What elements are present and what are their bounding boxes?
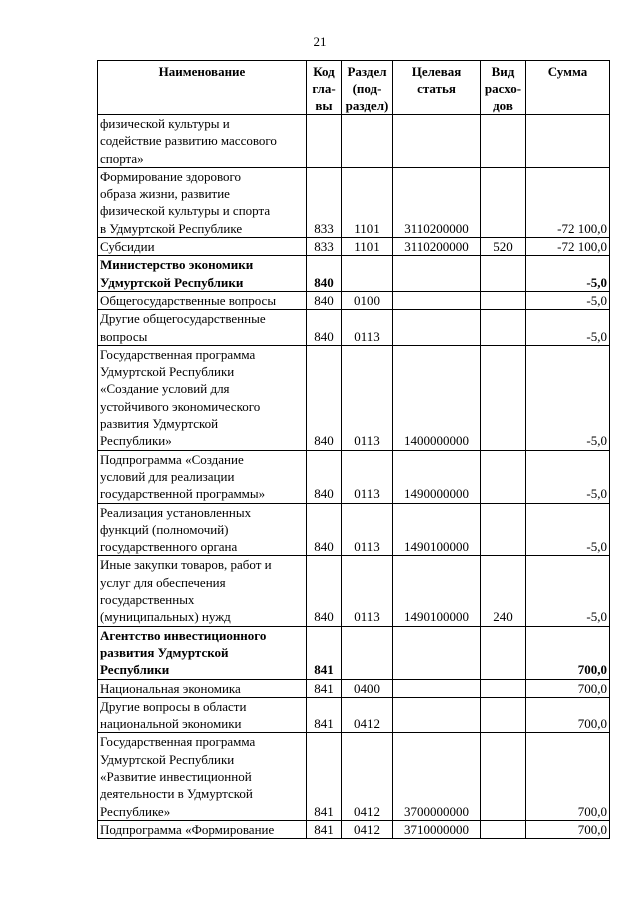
cell-expense-kind: [481, 345, 526, 450]
cell-name-line: «Развитие инвестиционной: [100, 768, 252, 784]
cell-section: [342, 115, 393, 168]
cell-section: 0113: [342, 556, 393, 626]
cell-name-line: Удмуртской Республики: [100, 274, 244, 290]
cell-name-line: содействие развитию массового: [100, 133, 277, 149]
cell-name-line: Агентство инвестиционного: [100, 627, 267, 643]
cell-sum: -5,0: [526, 345, 610, 450]
cell-expense-kind: [481, 626, 526, 679]
cell-sum: -5,0: [526, 256, 610, 292]
table-row: [98, 238, 610, 256]
cell-name: [98, 238, 307, 256]
cell-name-line: национальной экономики: [100, 716, 242, 732]
cell-name: [98, 291, 307, 309]
header-chapter-line: вы: [315, 98, 333, 113]
cell-name-line: спорта»: [100, 150, 144, 166]
cell-section: 0100: [342, 291, 393, 309]
cell-target-article: [393, 115, 481, 168]
cell-name-line: государственной программы»: [100, 486, 266, 502]
cell-name-line: Подпрограмма «Формирование: [100, 821, 275, 837]
cell-name-line: Общегосударственные вопросы: [100, 292, 277, 308]
cell-name: [98, 679, 307, 697]
cell-sum: -72 100,0: [526, 167, 610, 237]
cell-sum: -5,0: [526, 556, 610, 626]
cell-name-line: Реализация установленных: [100, 504, 252, 520]
header-section-line: Раздел: [347, 64, 387, 79]
cell-name-line: Республики»: [100, 433, 172, 449]
header-target-line: Целевая: [411, 64, 462, 79]
cell-section: 1101: [342, 238, 393, 256]
table-row: [98, 310, 610, 346]
cell-name-line: Республике»: [100, 803, 171, 819]
cell-section: 0400: [342, 679, 393, 697]
cell-name-line: (муниципальных) нужд: [100, 609, 231, 625]
cell-name-line: развития Удмуртской: [100, 644, 229, 660]
cell-name: [98, 820, 307, 838]
cell-section: 0113: [342, 310, 393, 346]
header-sum: Сумма: [526, 61, 610, 115]
cell-chapter-code: 841: [307, 626, 342, 679]
cell-section: 0412: [342, 697, 393, 733]
cell-section: 0412: [342, 733, 393, 820]
cell-name: [98, 450, 307, 503]
cell-expense-kind: 520: [481, 238, 526, 256]
cell-name-line: в Удмуртской Республике: [100, 220, 243, 236]
cell-name: [98, 503, 307, 556]
cell-section: [342, 256, 393, 292]
header-expense-kind: [481, 61, 526, 115]
cell-name-line: Подпрограмма «Создание: [100, 451, 244, 467]
header-chapter-line: гла-: [312, 81, 336, 96]
cell-name-line: вопросы: [100, 328, 148, 344]
header-name: Наименование: [98, 61, 307, 115]
cell-name: [98, 256, 307, 292]
cell-section: 1101: [342, 167, 393, 237]
cell-name: [98, 167, 307, 237]
cell-name-line: Другие вопросы в области: [100, 698, 247, 714]
cell-expense-kind: [481, 115, 526, 168]
table-row: [98, 450, 610, 503]
cell-target-article: [393, 697, 481, 733]
cell-name-line: Государственная программа: [100, 734, 256, 750]
cell-sum: -72 100,0: [526, 238, 610, 256]
cell-expense-kind: [481, 450, 526, 503]
cell-expense-kind: [481, 733, 526, 820]
cell-sum: 700,0: [526, 626, 610, 679]
cell-name-line: государственного органа: [100, 539, 238, 555]
cell-sum: -5,0: [526, 310, 610, 346]
cell-sum: 700,0: [526, 679, 610, 697]
cell-name: [98, 733, 307, 820]
cell-expense-kind: [481, 291, 526, 309]
cell-name: [98, 310, 307, 346]
cell-name-line: функций (полномочий): [100, 521, 229, 537]
cell-name-line: Удмуртской Республики: [100, 364, 235, 380]
header-section: [342, 61, 393, 115]
cell-chapter-code: 840: [307, 556, 342, 626]
cell-name-line: государственных: [100, 592, 195, 608]
cell-chapter-code: 833: [307, 167, 342, 237]
cell-section: 0113: [342, 345, 393, 450]
cell-name-line: Другие общегосударственные: [100, 311, 266, 327]
header-section-line: раздел): [345, 98, 389, 113]
cell-name-line: Национальная экономика: [100, 680, 241, 696]
header-chapter-code: [307, 61, 342, 115]
cell-target-article: 1400000000: [393, 345, 481, 450]
cell-expense-kind: [481, 820, 526, 838]
cell-name-line: Удмуртской Республики: [100, 751, 235, 767]
table-row: [98, 820, 610, 838]
cell-sum: 700,0: [526, 697, 610, 733]
cell-target-article: 3710000000: [393, 820, 481, 838]
cell-target-article: [393, 310, 481, 346]
cell-chapter-code: 840: [307, 503, 342, 556]
cell-chapter-code: [307, 115, 342, 168]
cell-expense-kind: [481, 310, 526, 346]
table-row-ministry: [98, 626, 610, 679]
cell-chapter-code: 841: [307, 733, 342, 820]
table-row: [98, 697, 610, 733]
cell-expense-kind: 240: [481, 556, 526, 626]
cell-expense-kind: [481, 167, 526, 237]
cell-target-article: [393, 256, 481, 292]
cell-target-article: [393, 626, 481, 679]
cell-name-line: Министерство экономики: [100, 257, 254, 273]
cell-chapter-code: 840: [307, 345, 342, 450]
cell-name-line: Субсидии: [100, 239, 155, 255]
cell-sum: 700,0: [526, 733, 610, 820]
cell-expense-kind: [481, 256, 526, 292]
cell-sum: -5,0: [526, 503, 610, 556]
table-row-ministry: [98, 256, 610, 292]
header-kind-line: Вид: [491, 64, 515, 79]
cell-sum: -5,0: [526, 450, 610, 503]
cell-target-article: 3110200000: [393, 167, 481, 237]
cell-name-line: образа жизни, развитие: [100, 186, 230, 202]
cell-name-line: деятельности в Удмуртской: [100, 786, 253, 802]
cell-expense-kind: [481, 697, 526, 733]
cell-chapter-code: 833: [307, 238, 342, 256]
cell-name: [98, 556, 307, 626]
cell-section: 0412: [342, 820, 393, 838]
table-row: [98, 291, 610, 309]
cell-name-line: развития Удмуртской: [100, 416, 219, 432]
cell-name: [98, 697, 307, 733]
cell-sum: -5,0: [526, 291, 610, 309]
cell-chapter-code: 840: [307, 450, 342, 503]
header-kind-line: расхо-: [484, 81, 522, 96]
header-kind-line: дов: [493, 98, 513, 113]
header-section-line: (под-: [352, 81, 382, 96]
table-row: [98, 345, 610, 450]
cell-chapter-code: 841: [307, 697, 342, 733]
cell-sum: [526, 115, 610, 168]
cell-expense-kind: [481, 679, 526, 697]
table-row: [98, 733, 610, 820]
cell-target-article: [393, 679, 481, 697]
table-row: [98, 115, 610, 168]
cell-name: [98, 115, 307, 168]
header-chapter-line: Код: [313, 64, 335, 79]
table-header-row: [98, 61, 610, 115]
budget-table: [97, 60, 610, 839]
table-row: [98, 679, 610, 697]
cell-section: [342, 626, 393, 679]
cell-section: 0113: [342, 450, 393, 503]
cell-name-line: Формирование здорового: [100, 168, 242, 184]
cell-target-article: 1490000000: [393, 450, 481, 503]
table-row: [98, 556, 610, 626]
header-target-article: [393, 61, 481, 115]
cell-name: [98, 626, 307, 679]
cell-name-line: условий для реализации: [100, 468, 235, 484]
cell-target-article: 3110200000: [393, 238, 481, 256]
cell-name-line: физической культуры и спорта: [100, 203, 271, 219]
cell-sum: 700,0: [526, 820, 610, 838]
cell-name-line: «Создание условий для: [100, 381, 230, 397]
table-row: [98, 167, 610, 237]
cell-name: [98, 345, 307, 450]
table-row: [98, 503, 610, 556]
cell-name-line: услуг для обеспечения: [100, 574, 226, 590]
cell-chapter-code: 841: [307, 820, 342, 838]
cell-target-article: 1490100000: [393, 503, 481, 556]
cell-chapter-code: 840: [307, 291, 342, 309]
cell-expense-kind: [481, 503, 526, 556]
cell-name-line: Иные закупки товаров, работ и: [100, 557, 272, 573]
cell-target-article: [393, 291, 481, 309]
cell-target-article: 1490100000: [393, 556, 481, 626]
cell-name-line: Государственная программа: [100, 346, 256, 362]
cell-name-line: устойчивого экономического: [100, 398, 261, 414]
page-number: 21: [313, 34, 327, 49]
cell-chapter-code: 841: [307, 679, 342, 697]
cell-target-article: 3700000000: [393, 733, 481, 820]
cell-chapter-code: 840: [307, 310, 342, 346]
cell-section: 0113: [342, 503, 393, 556]
cell-name-line: физической культуры и: [100, 116, 230, 131]
cell-chapter-code: 840: [307, 256, 342, 292]
header-target-line: статья: [417, 81, 456, 96]
cell-name-line: Республики: [100, 662, 170, 678]
